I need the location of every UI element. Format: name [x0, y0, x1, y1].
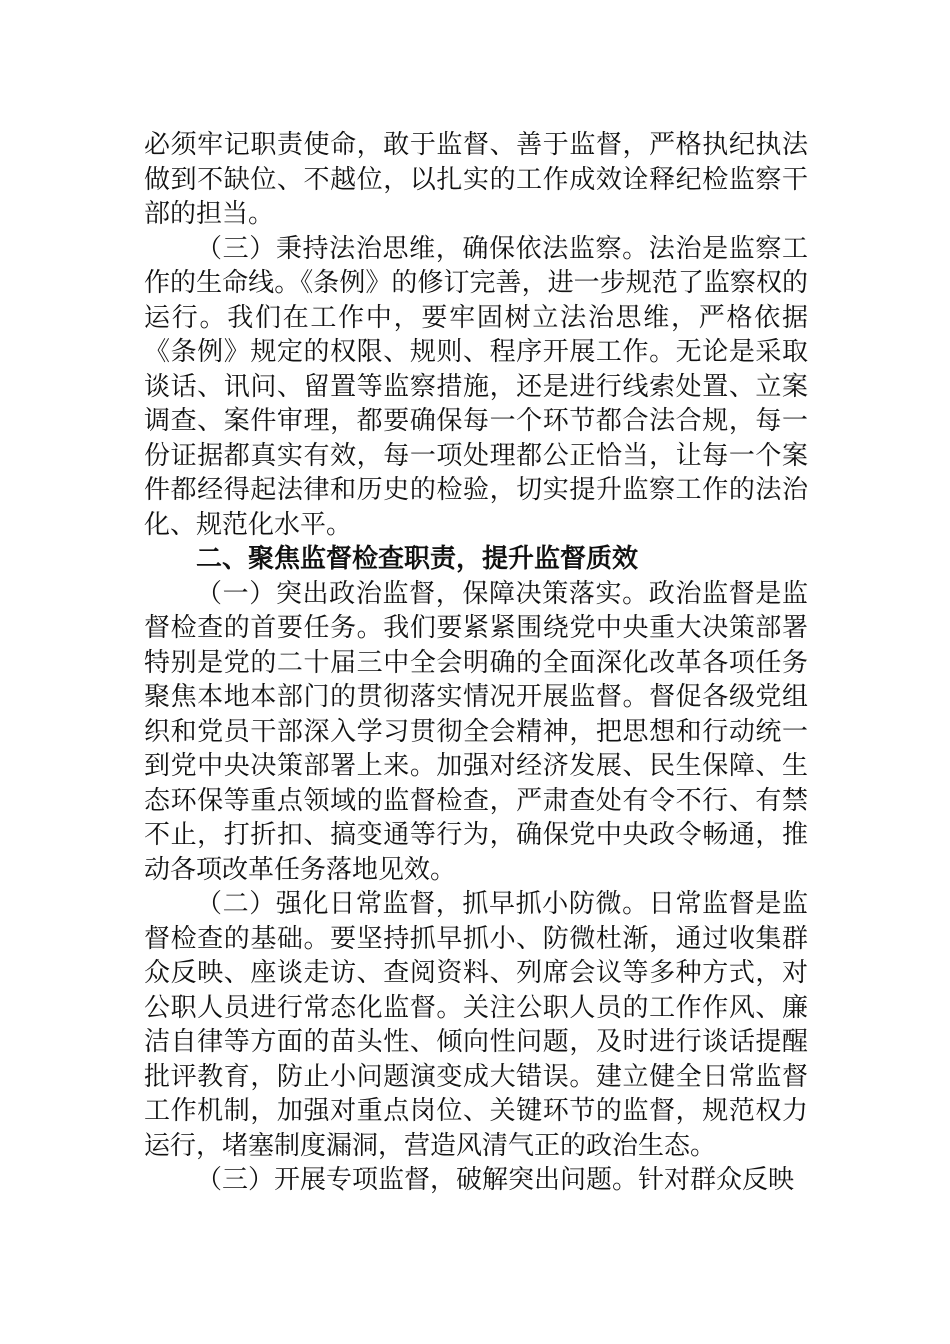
document-body [144, 128, 808, 1198]
paragraph-continuation: 必须牢记职责使命，敢于监督、善于监督，严格执纪执法做到不缺位、不越位，以扎实的工作成效诠释纪检监察干部的担当。 [144, 130, 808, 229]
paragraph-daily-supervision: （二）强化日常监督，抓早抓小防微。日常监督是监督检查的基础。要坚持抓早抓小、防微杜渐，通过收集群众反映、座谈走访、查阅资料、列席会议等多种方式，对公职人员进行常态化监督。关注公职人员的工作作风、廉洁自律等方面的苗头性、倾向性问题，及时进行谈话提醒批评教育，防止小问题演变成大错误。建立健全日常监督工作机制，加强对重点岗位、关键环节的监督，规范权力运行，堵塞制度漏洞，营造风清气正的政治生态。 [144, 889, 808, 1161]
paragraph-political-supervision: （一）突出政治监督，保障决策落实。政治监督是监督检查的首要任务。我们要紧紧围绕党中央重大决策部署特别是党的二十届三中全会明确的全面深化改革各项任务聚焦本地本部门的贯彻落实情况开展监督。督促各级党组织和党员干部深入学习贯彻全会精神，把思想和行动统一到党中央决策部署上来。加强对经济发展、民生保障、生态环保等重点领域的监督检查，严肃查处有令不行、有禁不止，打折扣、搞变通等行为，确保党中央政令畅通，推动各项改革任务落地见效。 [144, 578, 808, 885]
paragraph-special-supervision: （三）开展专项监督，破解突出问题。针对群众反映 [196, 1165, 795, 1195]
section-heading-2: 二、聚焦监督检查职责，提升监督质效 [196, 544, 639, 574]
paragraph-rule-of-law: （三）秉持法治思维，确保依法监察。法治是监察工作的生命线。《条例》的修订完善，进一步规范了监察权的运行。我们在工作中，要牢固树立法治思维，严格依据《条例》规定的权限、规则、程序开展工作。无论是采取谈话、讯问、留置等监察措施，还是进行线索处置、立案调查、案件审理，都要确保每一个环节都合法合规，每一份证据都真实有效，每一项处理都公正恰当，让每一个案件都经得起法律和历史的检验，切实提升监察工作的法治化、规范化水平。 [144, 233, 808, 540]
